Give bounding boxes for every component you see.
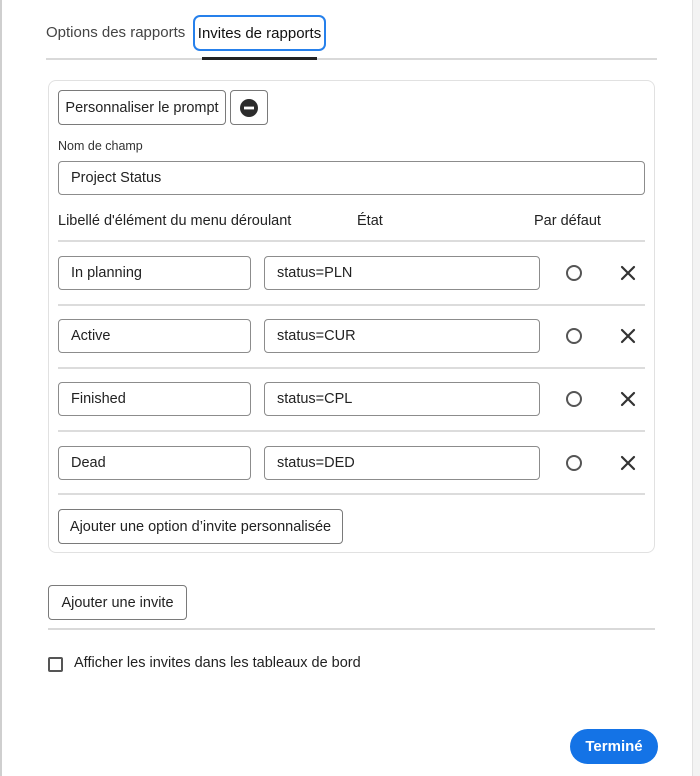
row-divider xyxy=(58,304,645,306)
option-label-input[interactable]: Active xyxy=(58,319,251,353)
section-divider xyxy=(48,628,655,630)
option-value-input[interactable]: status=PLN xyxy=(264,256,540,290)
row-divider xyxy=(58,240,645,242)
option-label-input[interactable]: Dead xyxy=(58,446,251,480)
default-radio[interactable] xyxy=(566,391,582,407)
window-left-border xyxy=(0,0,2,776)
row-divider xyxy=(58,430,645,432)
remove-option-icon[interactable] xyxy=(619,327,637,345)
tab-report-prompts[interactable]: Invites de rapports xyxy=(193,15,326,51)
default-radio[interactable] xyxy=(566,455,582,471)
add-custom-option-button[interactable]: Ajouter une option d’invite personnalisée xyxy=(58,509,343,544)
remove-option-icon[interactable] xyxy=(619,454,637,472)
tabs-divider xyxy=(46,58,657,60)
default-radio[interactable] xyxy=(566,328,582,344)
active-tab-indicator xyxy=(202,57,317,60)
option-label-input[interactable]: In planning xyxy=(58,256,251,290)
scrollbar[interactable] xyxy=(692,0,700,776)
remove-prompt-button[interactable] xyxy=(230,90,268,125)
column-header-default: Par défaut xyxy=(534,213,601,229)
show-in-dashboards-label: Afficher les invites dans les tableaux de bord xyxy=(74,655,361,671)
row-divider xyxy=(58,493,645,495)
add-prompt-button[interactable]: Ajouter une invite xyxy=(48,585,187,620)
option-value-input[interactable]: status=DED xyxy=(264,446,540,480)
tab-report-options[interactable]: Options des rapports xyxy=(46,24,186,41)
option-value-input[interactable]: status=CPL xyxy=(264,382,540,416)
field-name-label: Nom de champ xyxy=(58,139,143,153)
remove-option-icon[interactable] xyxy=(619,264,637,282)
column-header-item-label: Libellé d'élément du menu déroulant xyxy=(58,213,292,229)
row-divider xyxy=(58,367,645,369)
column-header-state: État xyxy=(357,213,383,229)
default-radio[interactable] xyxy=(566,265,582,281)
option-label-input[interactable]: Finished xyxy=(58,382,251,416)
customize-prompt-button[interactable]: Personnaliser le prompt xyxy=(58,90,226,125)
minus-circle-icon xyxy=(239,98,259,118)
field-name-input[interactable]: Project Status xyxy=(58,161,645,195)
remove-option-icon[interactable] xyxy=(619,390,637,408)
option-value-input[interactable]: status=CUR xyxy=(264,319,540,353)
show-in-dashboards-checkbox[interactable] xyxy=(48,657,63,672)
done-button[interactable]: Terminé xyxy=(570,729,658,764)
